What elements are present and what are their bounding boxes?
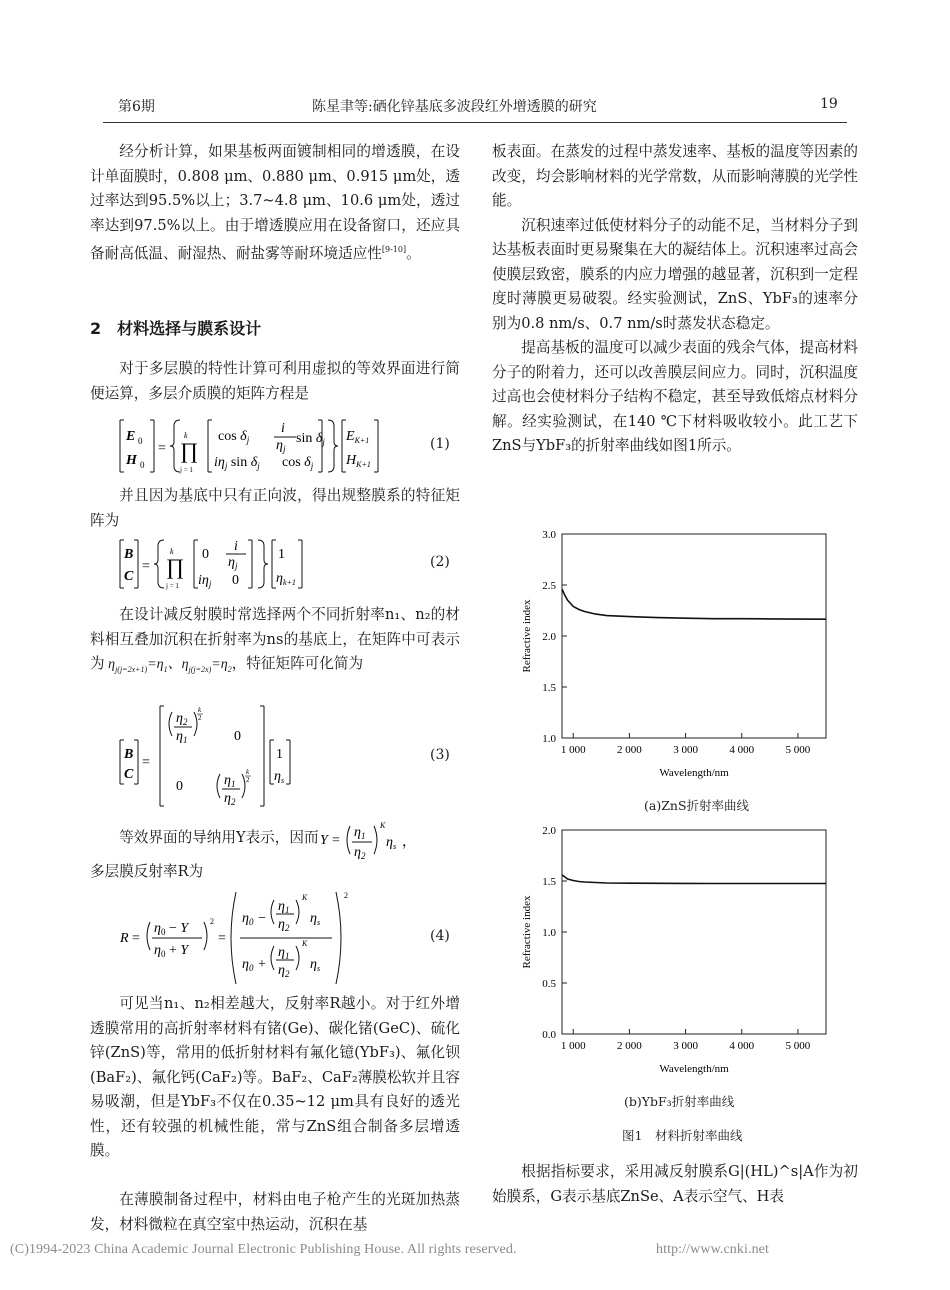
y-tick-label: 2.5 <box>542 580 556 592</box>
para-text: 多层膜反射率R为 <box>90 863 204 880</box>
para-text: 可见当n₁、n₂相差越大，反射率R越小。对于红外增透膜常用的高折射率材料有锗(Ge)、碳化锗(GeC)、硫化锌(ZnS)等，常用的低折射材料有氟化镱(YbF₃)、氟化钡(BaF₂)、氟化钙(CaF₂)等。BaF₂、CaF₂薄膜松软并且容易吸潮，但是YbF₃不仅在0.35~12 μm具有良好的透光性，还有较强的机械性能，常与ZnS组合制备多层增透膜。 <box>90 995 460 1159</box>
equation-2 <box>116 536 316 596</box>
svg-text:η1: $\eta_1$ <box>278 945 290 961</box>
svg-text:η2: $\eta_2$ <box>176 711 188 727</box>
svg-text:ηk+1: $\eta_{k+1}$ <box>276 571 296 587</box>
svg-text:0: 0 <box>138 436 143 446</box>
y-tick-label: 1.5 <box>542 876 556 888</box>
equation-number: (4) <box>430 928 450 944</box>
svg-text:j = 1: j = 1 <box>180 466 193 474</box>
page-number: 19 <box>820 96 838 112</box>
svg-text:C: C <box>124 569 134 584</box>
inline-formula-y <box>318 818 458 862</box>
para-text: 沉积速率过低使材料分子的动能不足，当材料分子到达基板表面时更易聚集在大的凝结体上。沉积速率过高会使膜层致密，膜系的内应力增强的越显著，沉积到一定程度时薄膜更易破裂。经实验测试，ZnS、YbF₃的速率分别为0.8 nm/s、0.7 nm/s时蒸发状态稳定。 <box>492 216 858 332</box>
para-text: 。 <box>406 244 421 262</box>
svg-text:=: = <box>132 931 140 946</box>
para-text: 提高基板的温度可以减少表面的残余气体，提高材料分子的附着力，还可以改善膜层间应力。同时，沉积温度过高也会使材料分子结构不稳定，甚至导致低熔点材料分解。经实验测试，在140 ℃下材料吸收较小。此工艺下ZnS与YbF₃的折射率曲线如图1所示。 <box>492 339 858 454</box>
para-text: 经分析计算，如果基板两面镀制相同的增透膜，在设计单面膜时，0.808 μm、0.880 μm、0.915 μm处，透过率达到95.5%以上；3.7~4.8 μm、10.6 μm处，透过率达到97.5%以上。由于增透膜应用在设备窗口，还应具备耐高低温、耐湿热、耐盐雾等耐环境适应性 <box>90 143 460 262</box>
svg-text:2: 2 <box>344 891 348 900</box>
svg-text:η2: $\eta_2$ <box>224 791 236 807</box>
y-tick-label: 1.0 <box>542 927 556 939</box>
svg-text:k: k <box>246 768 250 776</box>
svg-text:K: K <box>302 939 308 948</box>
para-text: 对于多层膜的特性计算可利用虚拟的等效界面进行简便运算，多层介质膜的矩阵方程是 <box>90 360 460 402</box>
plot-frame <box>562 830 826 1034</box>
svg-text:cos δj: $\cos \delta_j$ <box>218 429 250 445</box>
para-text: 在设计减反射膜时常选择两个不同折射率n₁、n₂的材料相互叠加沉积在折射率为ns的基底上，在矩阵中可表示为 <box>90 606 460 672</box>
x-axis-label: Wavelength/nm <box>659 767 729 779</box>
svg-text:0: 0 <box>202 547 209 562</box>
refractive-index-line <box>562 589 826 619</box>
y-tick-label: 2.0 <box>542 631 556 643</box>
svg-text:+: + <box>258 957 266 972</box>
paragraph <box>90 860 460 885</box>
x-tick-label: 1 000 <box>560 744 586 756</box>
svg-text:1: 1 <box>276 747 283 762</box>
svg-text:EK+1: $E_{K+1}$ <box>346 429 370 445</box>
y-axis-label: Refractive index <box>521 895 533 969</box>
svg-text:∏: ∏ <box>180 438 199 463</box>
svg-text:=: = <box>218 931 226 946</box>
x-tick-label: 3 000 <box>673 744 698 756</box>
para-text: 板表面。在蒸发的过程中蒸发速率、基板的温度等因素的改变，均会影响材料的光学常数，从而影响薄膜的光学性能。 <box>492 143 858 209</box>
svg-text:H: H <box>126 453 137 468</box>
svg-text:0: 0 <box>232 573 239 588</box>
svg-text:i: i <box>281 421 285 436</box>
y-tick-label: 1.0 <box>542 733 556 745</box>
y-tick-label: 2.0 <box>542 825 556 837</box>
svg-text:ηs: $\eta_s$ <box>274 769 285 785</box>
section-heading: 2 材料选择与膜系设计 <box>90 319 262 338</box>
x-axis-label: Wavelength/nm <box>659 1063 729 1075</box>
svg-text:=: = <box>332 833 340 848</box>
refractive-index-line <box>562 875 826 884</box>
svg-text:iηj: $i\eta_j$ <box>198 573 212 589</box>
svg-text:η0 − Y: $\eta_0 - Y$ <box>154 921 189 937</box>
svg-text:sin δj: $\sin \delta_j$ <box>296 431 325 447</box>
svg-text:，: ， <box>402 835 416 850</box>
y-tick-label: 0.5 <box>542 978 556 990</box>
svg-text:k: k <box>198 706 202 714</box>
plot-frame <box>562 534 826 738</box>
citation: [9-10] <box>381 245 407 254</box>
svg-text:η1: $\eta_1$ <box>176 729 188 745</box>
svg-text:2: 2 <box>210 917 214 926</box>
svg-text:Y: Y <box>320 833 328 848</box>
chart-ybf3 <box>510 820 840 1082</box>
running-title: 陈星聿等:硒化锌基底多波段红外增透膜的研究 <box>312 99 597 115</box>
svg-text:η1: $\eta_1$ <box>278 899 290 915</box>
y-tick-label: 3.0 <box>542 529 556 541</box>
svg-text:R: R <box>120 931 129 946</box>
copyright-notice: (C)1994-2023 China Academic Journal Electronic Publishing House. All rights reserved. <box>10 1242 517 1257</box>
svg-text:B: B <box>124 747 134 762</box>
svg-text:B: B <box>124 547 134 562</box>
svg-text:η2: $\eta_2$ <box>278 917 290 933</box>
para-text: 并且因为基底中只有正向波，得出规整膜系的特征矩阵为 <box>90 487 460 529</box>
svg-text:ηs: $\eta_s$ <box>310 911 321 927</box>
paragraph <box>90 992 460 1164</box>
inline-formula: $\eta_{j(j=2x+1)}=\eta_1$、$\eta_{j(j=2x)}=\eta_2$ <box>104 657 232 674</box>
paragraph <box>90 603 460 682</box>
para-text: 在薄膜制备过程中，材料由电子枪产生的光斑加热蒸发，材料微粒在真空室中热运动，沉积在基 <box>90 1191 460 1233</box>
figure-caption-b: (b)YbF₃折射率曲线 <box>624 1094 735 1109</box>
para-text: 等效界面的导纳用Y表示，因而 <box>119 829 319 846</box>
svg-text:η0: $\eta_0$ <box>242 957 254 973</box>
paragraph <box>492 1160 858 1209</box>
svg-text:HK+1: $H_{K+1}$ <box>346 453 371 469</box>
svg-text:2: 2 <box>198 714 202 722</box>
svg-text:ηs: $\eta_s$ <box>310 957 321 973</box>
svg-text:ηj: $\eta_j$ <box>276 438 286 454</box>
svg-text:iηj sin δj: $i\eta_j$ $\sin \delta_j$ <box>214 455 260 471</box>
svg-text:η1: $\eta_1$ <box>224 773 236 789</box>
svg-text:η1: $\eta_1$ <box>354 825 366 841</box>
header-rule <box>103 122 847 123</box>
svg-text:j = 1: j = 1 <box>166 582 179 590</box>
svg-text:1: 1 <box>278 547 285 562</box>
svg-text:K: K <box>380 821 386 830</box>
x-tick-label: 2 000 <box>617 1040 642 1052</box>
y-tick-label: 0.0 <box>542 1029 556 1041</box>
svg-text:K: K <box>302 893 308 902</box>
svg-text:η2: $\eta_2$ <box>278 963 290 979</box>
figure-title: 图1 材料折射率曲线 <box>622 1128 743 1143</box>
x-tick-label: 5 000 <box>785 744 811 756</box>
svg-text:=: = <box>158 441 166 456</box>
paragraph <box>492 140 858 459</box>
svg-text:E: E <box>126 429 136 444</box>
paragraph <box>90 484 460 533</box>
paragraph <box>90 140 460 266</box>
chart-zns <box>510 524 840 786</box>
svg-text:0: 0 <box>234 729 241 744</box>
svg-text:k: k <box>184 431 188 440</box>
x-tick-label: 2 000 <box>617 744 642 756</box>
x-tick-label: 1 000 <box>560 1040 586 1052</box>
para-text: 根据指标要求，采用减反射膜系G|(HL)^s|A作为初始膜系，G表示基底ZnSe、A表示空气、H表 <box>492 1163 858 1205</box>
issue-number: 第6期 <box>118 99 155 115</box>
svg-text:=: = <box>142 559 150 574</box>
svg-text:−: − <box>258 911 266 926</box>
equation-number: (2) <box>430 554 450 570</box>
equation-4 <box>118 888 378 988</box>
svg-text:∏: ∏ <box>166 554 185 579</box>
svg-text:2: 2 <box>246 776 250 784</box>
svg-text:=: = <box>142 755 150 770</box>
para-text: ，特征矩阵可化简为 <box>231 655 364 672</box>
y-axis-label: Refractive index <box>521 599 533 673</box>
equation-1 <box>116 416 406 480</box>
equation-3 <box>116 702 316 812</box>
svg-text:C: C <box>124 767 134 782</box>
x-tick-label: 3 000 <box>673 1040 698 1052</box>
equation-number: (3) <box>430 747 450 763</box>
equation-number: (1) <box>430 436 450 452</box>
paragraph <box>90 357 460 406</box>
svg-text:η0: $\eta_0$ <box>242 911 254 927</box>
footer-url[interactable]: http://www.cnki.net <box>656 1242 769 1257</box>
svg-text:η0 + Y: $\eta_0 + Y$ <box>154 943 189 959</box>
x-tick-label: 4 000 <box>729 1040 755 1052</box>
x-tick-label: 5 000 <box>785 1040 811 1052</box>
svg-text:ηj: $\eta_j$ <box>228 555 238 571</box>
svg-text:η2: $\eta_2$ <box>354 845 366 861</box>
svg-text:ηs: $\eta_s$ <box>386 835 397 851</box>
svg-text:cos δj: $\cos \delta_j$ <box>282 455 314 471</box>
x-tick-label: 4 000 <box>729 744 755 756</box>
paragraph <box>90 1188 460 1237</box>
svg-text:i: i <box>234 539 238 554</box>
figure-caption-a: (a)ZnS折射率曲线 <box>644 798 750 813</box>
svg-text:0: 0 <box>140 460 145 470</box>
svg-text:k: k <box>170 547 174 556</box>
y-tick-label: 1.5 <box>542 682 556 694</box>
svg-text:0: 0 <box>176 779 183 794</box>
